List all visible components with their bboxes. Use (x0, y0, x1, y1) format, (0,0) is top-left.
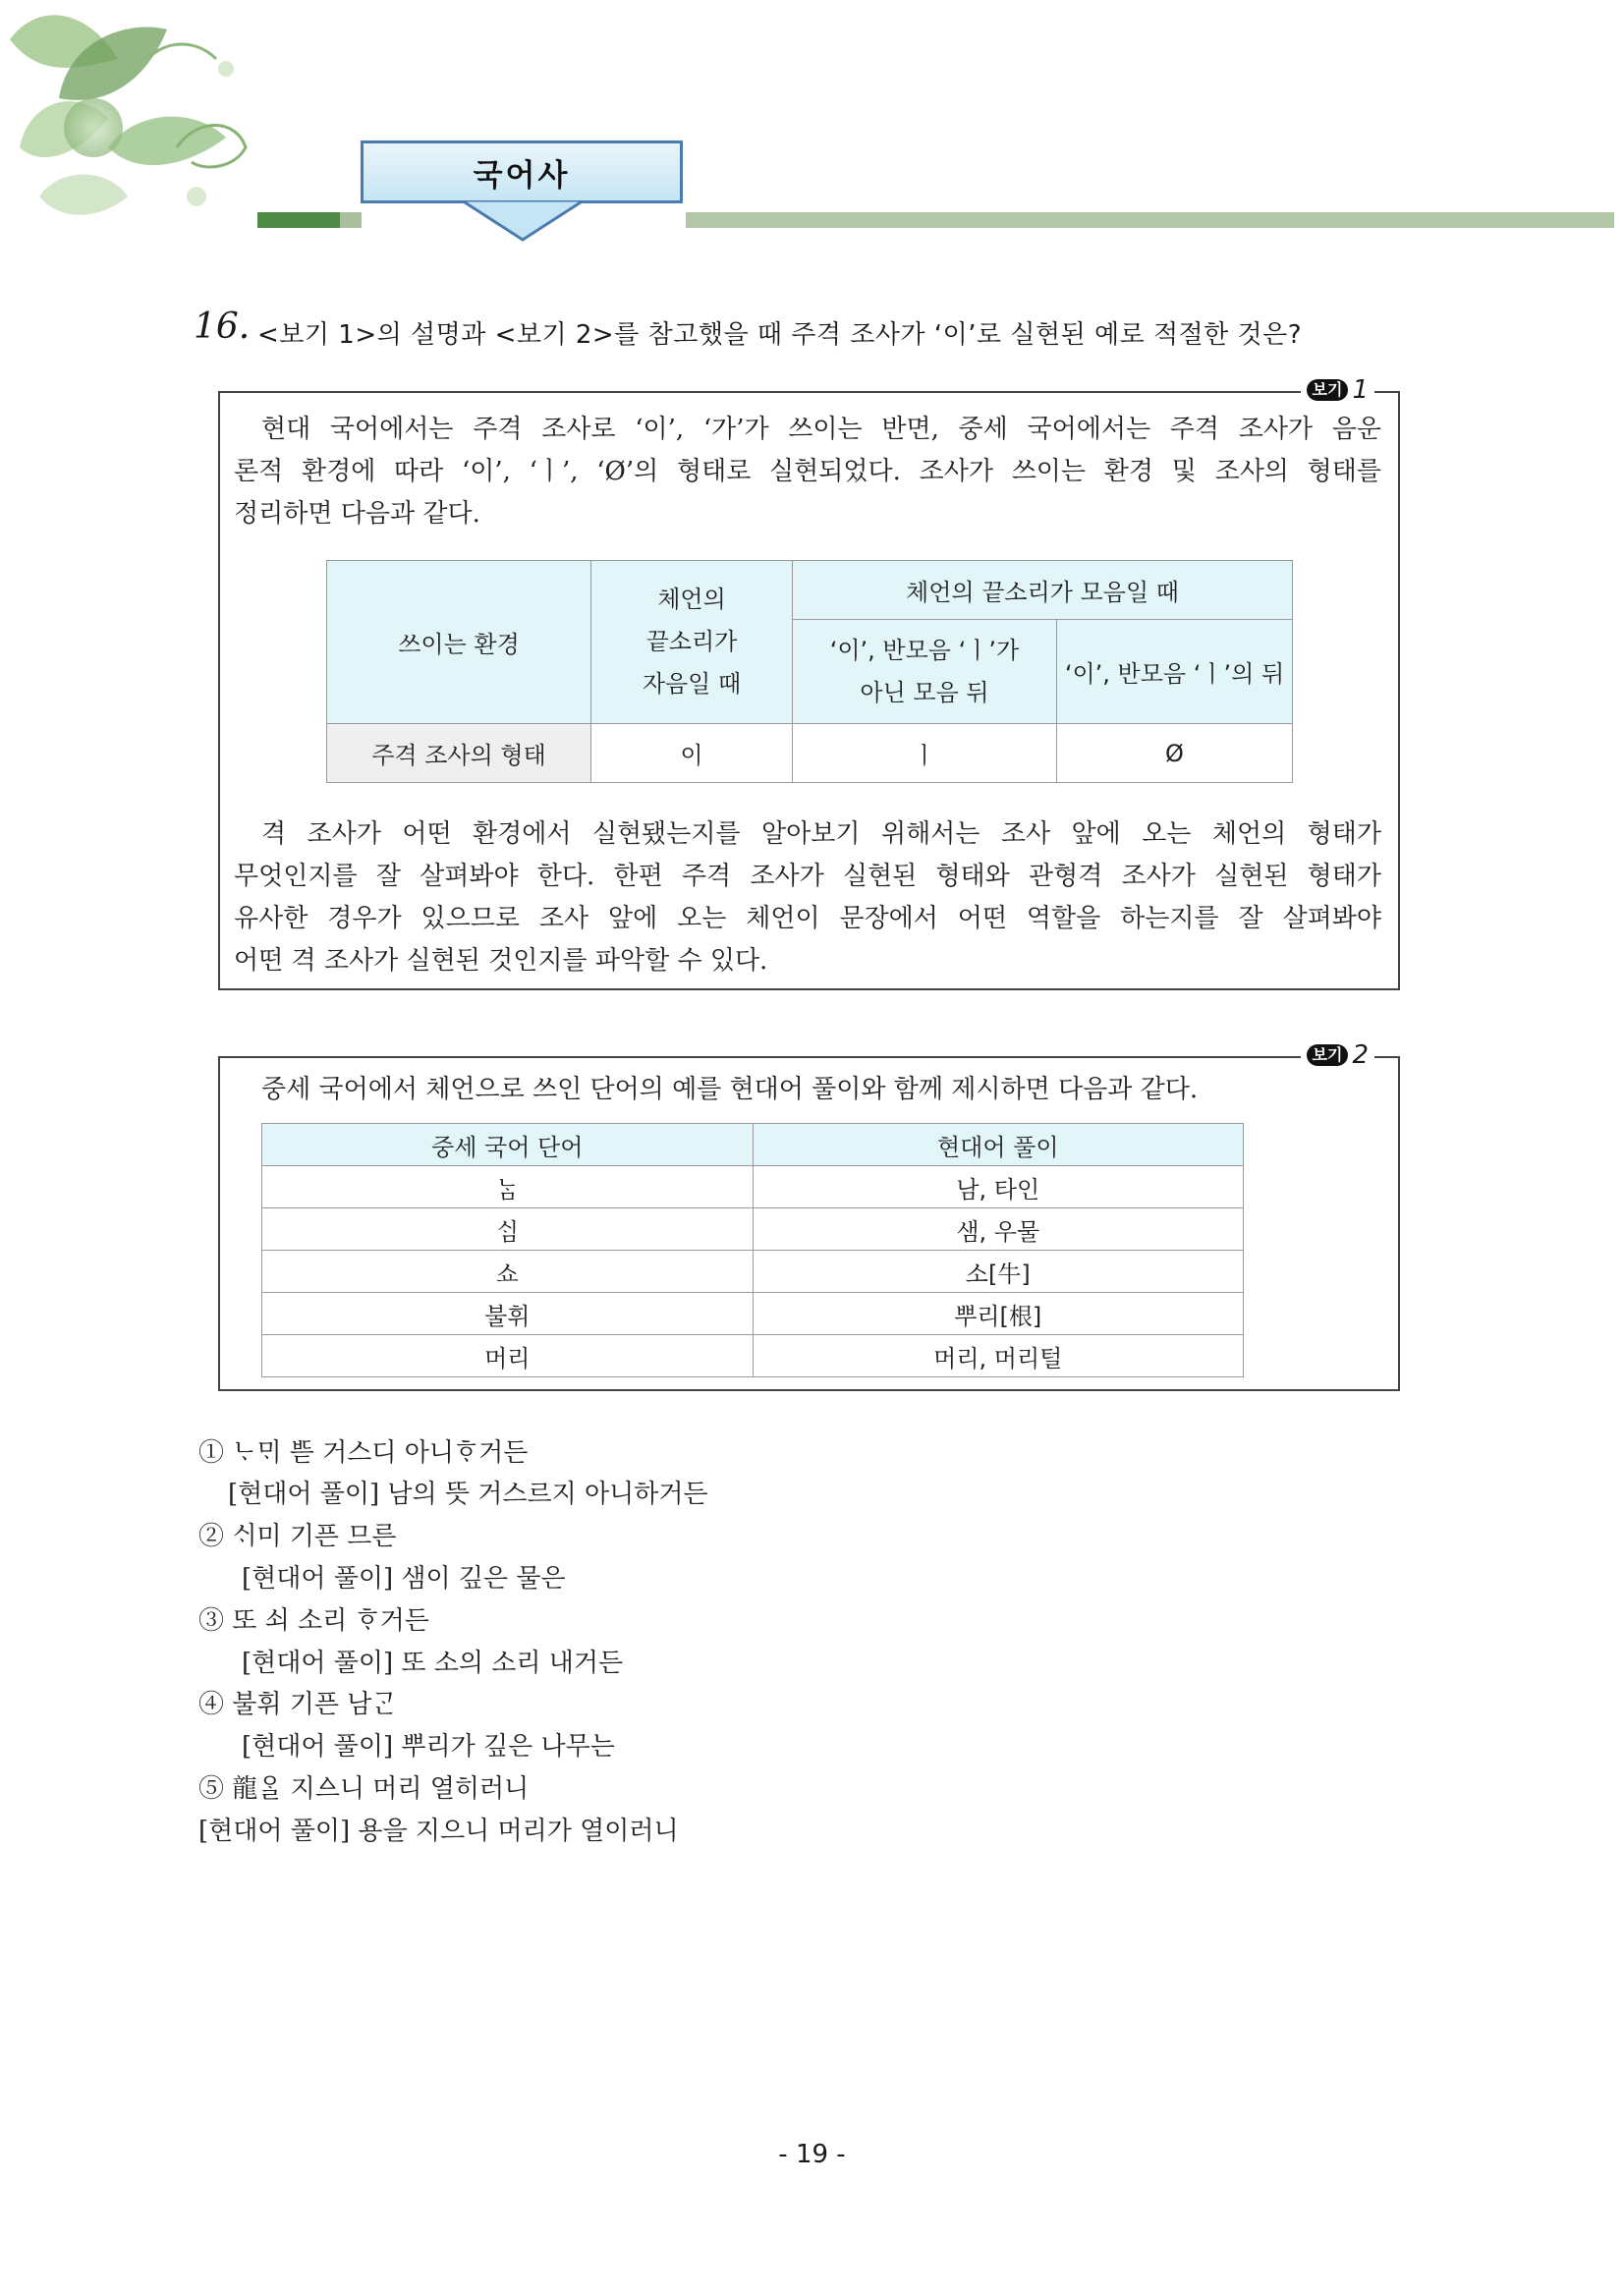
form-cell (793, 724, 1057, 783)
gloss-cell (753, 1335, 1244, 1377)
vowel-header: 체언의 끝소리가 모음일 때 (906, 579, 1179, 606)
option-marker: ③ (198, 1606, 225, 1636)
box1-outro-line: 무엇인지를 잘 살펴봐야 한다. 한편 주격 조사가 실현된 형태와 관형격 조사가 실현된 형태가 (234, 862, 1381, 891)
box1-intro-line: 현대 국어에서는 주격 조사로 ‘이’, ‘가’가 쓰이는 반면, 중세 국어에서는 주격 조사가 음운 (261, 415, 1381, 444)
gloss-header: 현대어 풀이 (936, 1133, 1059, 1161)
option-5-gloss: [현대어 풀이] 용을 지으니 머리가 열이러니 (198, 1817, 679, 1846)
consonant-header-cell (591, 561, 793, 724)
example-box-2 (218, 1040, 1400, 1391)
option-5[interactable] (198, 1768, 529, 1805)
box1-outro-line: 유사한 경우가 있으므로 조사 앞에 오는 체언이 문장에서 어떤 역할을 하는지를 잘 살펴봐야 (234, 904, 1381, 933)
env-header: 쓰이는 환경 (398, 631, 520, 658)
example-box-1-tag (1301, 375, 1374, 405)
gloss-cell (753, 1208, 1244, 1251)
form-value: Ø (1165, 739, 1184, 767)
leaf-flower-decoration-icon (0, 0, 255, 231)
box1-outro-line: 격 조사가 어떤 환경에서 실현됐는지를 알아보기 위해서는 조사 앞에 오는 체언의 형태가 (261, 819, 1381, 849)
form-label-cell (327, 724, 591, 783)
vowel-sub1-cell (793, 620, 1057, 724)
page-number: - 19 - (778, 2140, 846, 2169)
box1-outro (234, 813, 1381, 982)
header-rule-dark (257, 212, 340, 228)
box1-intro (234, 409, 1381, 535)
word: 쇼 (495, 1260, 519, 1288)
box1-intro-line: 정리하면 다음과 같다. (234, 499, 480, 529)
option-2[interactable] (198, 1516, 397, 1552)
word: ᄉᆡᆷ (495, 1217, 519, 1246)
option-marker: ② (198, 1522, 225, 1551)
vowel-sub1-line: ‘이’, 반모음 ‘ㅣ’가 (829, 636, 1020, 664)
gloss: 남, 타인 (956, 1175, 1040, 1204)
form-cell (1057, 724, 1293, 783)
example-box-2-tag (1301, 1040, 1374, 1070)
word-cell (262, 1251, 754, 1293)
option-text: ᄉᆡ미 기픈 므른 (232, 1522, 397, 1551)
word-gloss-table (261, 1123, 1244, 1377)
word-cell (262, 1208, 754, 1251)
option-text: 불휘 기픈 남ᄀᆞᆫ (232, 1690, 397, 1719)
table-row (262, 1166, 1244, 1208)
table-row (262, 1251, 1244, 1293)
table-row (262, 1335, 1244, 1377)
option-text: 또 쇠 소리 ᄒᆞ거든 (232, 1606, 429, 1636)
example-box-1 (218, 375, 1400, 990)
option-text: ᄂᆞᄆᆡ ᄠᅳᆮ 거스디 아니ᄒᆞ거든 (232, 1438, 529, 1468)
word: 머리 (484, 1344, 531, 1372)
form-cell (591, 724, 793, 783)
header-rule-long (686, 212, 1614, 228)
gloss-cell (753, 1251, 1244, 1293)
option-3-gloss: [현대어 풀이] 또 소의 소리 내거든 (242, 1649, 624, 1678)
option-text: 龍ᄋᆞᆯ 지ᅀᅳ니 머리 열히러니 (232, 1774, 530, 1804)
box1-outro-line: 어떤 격 조사가 실현된 것인지를 파악할 수 있다. (234, 946, 768, 976)
env-header-cell (327, 561, 591, 724)
option-4[interactable] (198, 1684, 397, 1720)
vowel-sub2-cell (1057, 620, 1293, 724)
gloss: 뿌리[根] (954, 1302, 1042, 1330)
vowel-sub1-line: 아닌 모음 뒤 (860, 678, 989, 706)
table-row (262, 1293, 1244, 1335)
gloss-header-cell (753, 1124, 1244, 1166)
gloss: 머리, 머리털 (933, 1344, 1063, 1372)
question-text: <보기 1>의 설명과 <보기 2>를 참고했을 때 주격 조사가 ‘이’로 실현된 예로 적절한 것은? (257, 320, 1303, 350)
gloss-cell (753, 1166, 1244, 1208)
header-rule-light (340, 212, 362, 228)
form-value: 이 (680, 742, 703, 769)
gloss: 소[牛] (965, 1260, 1031, 1288)
word: ᄂᆞᆷ (495, 1175, 519, 1204)
option-3[interactable] (198, 1600, 429, 1637)
form-value: ㅣ (913, 742, 936, 769)
form-label: 주격 조사의 형태 (371, 742, 546, 769)
word: 불휘 (484, 1302, 531, 1330)
vowel-sub2: ‘이’, 반모음 ‘ㅣ’의 뒤 (1064, 660, 1285, 688)
subject-title: 국어사 (473, 157, 571, 194)
vowel-header-cell (793, 561, 1293, 620)
question-number: 16. (194, 307, 251, 347)
josa-form-table (326, 560, 1293, 783)
gloss: 샘, 우물 (956, 1217, 1040, 1246)
box1-intro-line: 론적 환경에 따라 ‘이’, ‘ㅣ’, ‘Ø’의 형태로 실현되었다. 조사가 쓰이는 환경 및 조사의 형태를 (234, 457, 1381, 486)
word-cell (262, 1293, 754, 1335)
consonant-header-line: 자음일 때 (642, 670, 742, 698)
consonant-header-line: 체언의 (657, 586, 726, 613)
word-cell (262, 1166, 754, 1208)
example-badge: 보기 (1307, 1044, 1349, 1066)
table-row (262, 1208, 1244, 1251)
option-4-gloss: [현대어 풀이] 뿌리가 깊은 나무는 (242, 1732, 615, 1762)
option-2-gloss: [현대어 풀이] 샘이 깊은 물은 (242, 1564, 566, 1594)
option-1-gloss: [현대어 풀이] 남의 뜻 거스르지 아니하거든 (228, 1480, 708, 1509)
example-number: 1 (1352, 375, 1369, 405)
box2-intro: 중세 국어에서 체언으로 쓰인 단어의 예를 현대어 풀이와 함께 제시하면 다음과 같다. (261, 1075, 1199, 1104)
subject-title-box (361, 140, 683, 203)
gloss-cell (753, 1293, 1244, 1335)
word-header-cell (262, 1124, 754, 1166)
option-marker: ⑤ (198, 1774, 225, 1804)
example-badge: 보기 (1307, 379, 1349, 401)
option-1[interactable] (198, 1432, 528, 1469)
down-arrow-icon (462, 200, 584, 242)
consonant-header-line: 끝소리가 (645, 628, 738, 655)
option-marker: ④ (198, 1690, 225, 1719)
word-cell (262, 1335, 754, 1377)
word-header: 중세 국어 단어 (431, 1133, 584, 1161)
example-number: 2 (1352, 1040, 1369, 1070)
option-marker: ① (198, 1438, 225, 1468)
